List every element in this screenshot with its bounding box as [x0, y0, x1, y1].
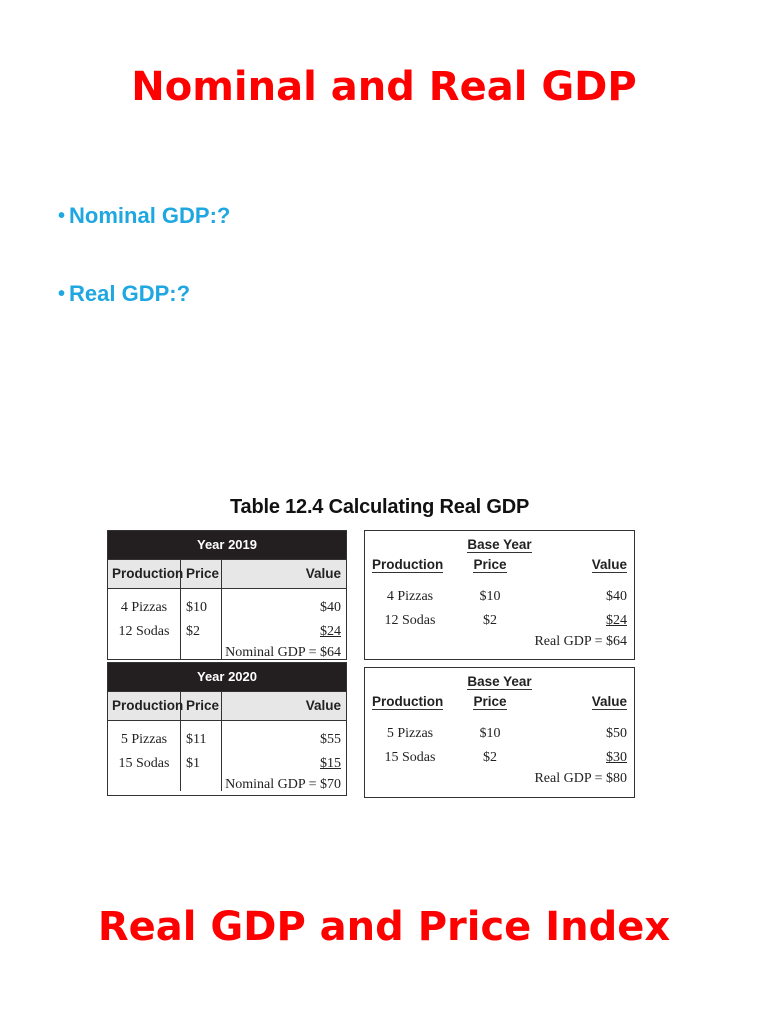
table-body: [108, 589, 346, 659]
price-cell: $11: [186, 732, 207, 747]
next-slide-title: Real GDP and Price Index: [97, 904, 671, 950]
table-year-2020: [107, 662, 347, 796]
price-header: Price: [473, 694, 507, 709]
production-cell: 12 Sodas: [384, 613, 436, 628]
price-header: Price: [181, 560, 222, 588]
production-column: [108, 589, 181, 659]
price-cell: $2: [483, 750, 497, 765]
value-header: Value: [305, 698, 341, 713]
price-cell: $1: [186, 756, 200, 771]
base-year-title: Base Year: [467, 537, 532, 552]
table-caption: Table 12.4 Calculating Real GDP: [230, 496, 530, 518]
price-column: [181, 589, 222, 659]
nominal-gdp-total: Nominal GDP = $64: [225, 645, 341, 660]
production-cell: 4 Pizzas: [386, 589, 434, 604]
price-cell: $2: [186, 624, 200, 639]
bullet-list: [58, 200, 230, 356]
value-header: Value: [305, 566, 341, 581]
production-header: Production: [108, 560, 181, 588]
value-cell: $15: [320, 756, 341, 771]
column-header-row: [365, 694, 634, 716]
bullet-nominal-gdp: [58, 200, 230, 232]
bullet-text: Nominal GDP:?: [69, 203, 231, 228]
value-cell: $24: [606, 613, 627, 628]
value-cell: $50: [606, 726, 627, 741]
bullet-dot-icon: •: [58, 283, 66, 305]
value-cell: $30: [606, 750, 627, 765]
price-cell: $10: [479, 589, 501, 604]
price-cell: $10: [186, 600, 207, 615]
table-body: [108, 721, 346, 791]
bullet-real-gdp: [58, 278, 230, 310]
production-cell: 12 Sodas: [118, 624, 170, 639]
base-year-title: Base Year: [467, 674, 532, 689]
year-header: Year 2019: [108, 531, 346, 559]
real-gdp-total: Real GDP = $64: [534, 634, 627, 649]
production-cell: 4 Pizzas: [120, 600, 168, 615]
table-body: [365, 585, 634, 633]
price-header: Price: [473, 557, 507, 572]
real-gdp-total: Real GDP = $80: [534, 771, 627, 786]
production-cell: 5 Pizzas: [386, 726, 434, 741]
value-header: Value: [591, 557, 627, 572]
price-cell: $2: [483, 613, 497, 628]
production-header: Production: [108, 692, 181, 720]
year-header: Year 2020: [108, 663, 346, 691]
nominal-gdp-total: Nominal GDP = $70: [225, 777, 341, 792]
production-cell: 15 Sodas: [118, 756, 170, 771]
slide-title: Nominal and Real GDP: [131, 64, 637, 110]
price-cell: $10: [479, 726, 501, 741]
production-column: [108, 721, 181, 791]
bullet-dot-icon: •: [58, 205, 66, 227]
production-cell: 5 Pizzas: [120, 732, 168, 747]
price-header: Price: [181, 692, 222, 720]
production-header: Production: [372, 694, 444, 709]
production-header: Production: [372, 557, 444, 572]
value-header: Value: [591, 694, 627, 709]
value-column: [222, 721, 346, 791]
bullet-text: Real GDP:?: [69, 281, 191, 306]
value-cell: $40: [320, 600, 341, 615]
price-column: [181, 721, 222, 791]
value-column: [222, 589, 346, 659]
column-header-row: [108, 559, 346, 589]
production-cell: 15 Sodas: [384, 750, 436, 765]
table-year-2019: [107, 530, 347, 660]
value-cell: $24: [320, 624, 341, 639]
table-base-year-2019: [364, 530, 635, 660]
column-header-row: [365, 557, 634, 579]
table-body: [365, 722, 634, 770]
column-header-row: [108, 691, 346, 721]
value-cell: $40: [606, 589, 627, 604]
value-cell: $55: [320, 732, 341, 747]
table-base-year-2020: [364, 667, 635, 798]
